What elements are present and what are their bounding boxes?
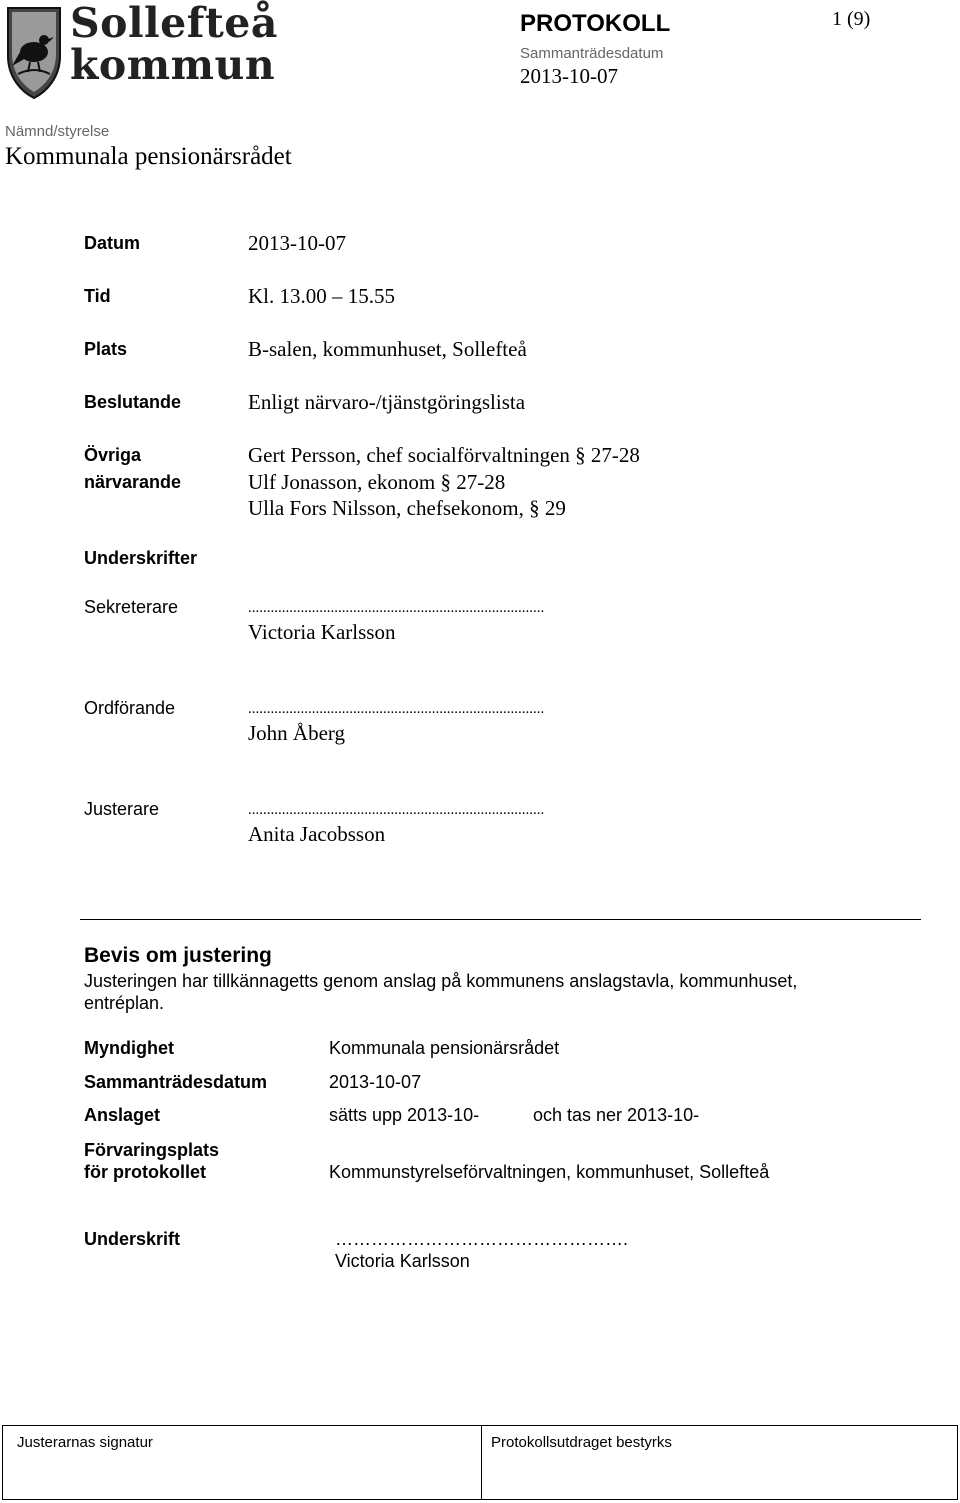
municipality-logo: [4, 0, 278, 100]
sammantradesdatum-label: Sammanträdesdatum: [84, 1072, 268, 1092]
signature-role-adjuster: Justerare: [84, 799, 160, 819]
signature-footer-box: [2, 1425, 958, 1500]
footer-label-adjusters: Justerarnas signatur: [17, 1434, 153, 1451]
anslaget-up: sätts upp 2013-10-: [329, 1105, 480, 1125]
forvaringsplats-value: Kommunstyrelseförvaltningen, kommunhuset, Sollefteå: [329, 1162, 770, 1182]
bevis-heading: Bevis om justering: [84, 944, 272, 967]
sammantradesdatum-value: 2013-10-07: [329, 1072, 422, 1092]
ovriga-item: Ulf Jonasson, ekonom § 27-28: [248, 470, 506, 494]
signature-name: John Åberg: [248, 721, 346, 745]
body-name: Kommunala pensionärsrådet: [5, 143, 292, 170]
coat-of-arms-icon: [4, 4, 64, 100]
plats-label: Plats: [84, 339, 128, 359]
ovriga-item: Gert Persson, chef socialförvaltningen § 27-28: [248, 443, 640, 467]
plats-value: B-salen, kommunhuset, Sollefteå: [248, 337, 527, 361]
underskrift-name: Victoria Karlsson: [335, 1251, 470, 1271]
ovriga-label: Övriga: [84, 445, 142, 465]
forvaringsplats-label: för protokollet: [84, 1162, 206, 1182]
narvarande-label: närvarande: [84, 472, 182, 492]
signatures-heading: Underskrifter: [84, 548, 198, 568]
tid-value: Kl. 13.00 – 15.55: [248, 284, 395, 308]
datum-value: 2013-10-07: [248, 231, 346, 255]
document-title: PROTOKOLL: [520, 10, 671, 37]
beslutande-label: Beslutande: [84, 392, 182, 412]
signature-name: Anita Jacobsson: [248, 822, 386, 846]
tid-label: Tid: [84, 286, 111, 306]
ovriga-item: Ulla Fors Nilsson, chefsekonom, § 29: [248, 496, 566, 520]
footer-divider: [481, 1426, 482, 1499]
meeting-date-label: Sammanträdesdatum: [520, 45, 664, 62]
beslutande-value: Enligt närvaro-/tjänstgöringslista: [248, 390, 526, 414]
signature-line: ...............................................................................: [248, 701, 545, 717]
signature-role-secretary: Sekreterare: [84, 597, 179, 617]
signature-line: ...............................................................................: [248, 600, 545, 616]
bevis-text: Justeringen har tillkännagetts genom anslag på kommunens anslagstavla, kommunhuset,: [84, 971, 798, 991]
datum-label: Datum: [84, 233, 141, 253]
underskrift-line: ………………………………………….: [335, 1229, 629, 1249]
body-label: Nämnd/styrelse: [5, 123, 110, 140]
bevis-text: entréplan.: [84, 993, 165, 1013]
divider: [80, 919, 921, 920]
logo-wordmark: Sollefteå kommun: [70, 0, 278, 89]
myndighet-value: Kommunala pensionärsrådet: [329, 1038, 560, 1058]
meeting-date: 2013-10-07: [520, 64, 618, 88]
page-number: 1 (9): [832, 8, 871, 30]
myndighet-label: Myndighet: [84, 1038, 174, 1058]
footer-label-certified: Protokollsutdraget bestyrks: [491, 1434, 672, 1451]
forvaringsplats-label: Förvaringsplats: [84, 1140, 220, 1160]
signature-role-chair: Ordförande: [84, 698, 176, 718]
anslaget-label: Anslaget: [84, 1105, 161, 1125]
anslaget-down: och tas ner 2013-10-: [533, 1105, 700, 1125]
underskrift-label: Underskrift: [84, 1229, 181, 1249]
signature-line: ...............................................................................: [248, 802, 545, 818]
signature-name: Victoria Karlsson: [248, 620, 396, 644]
